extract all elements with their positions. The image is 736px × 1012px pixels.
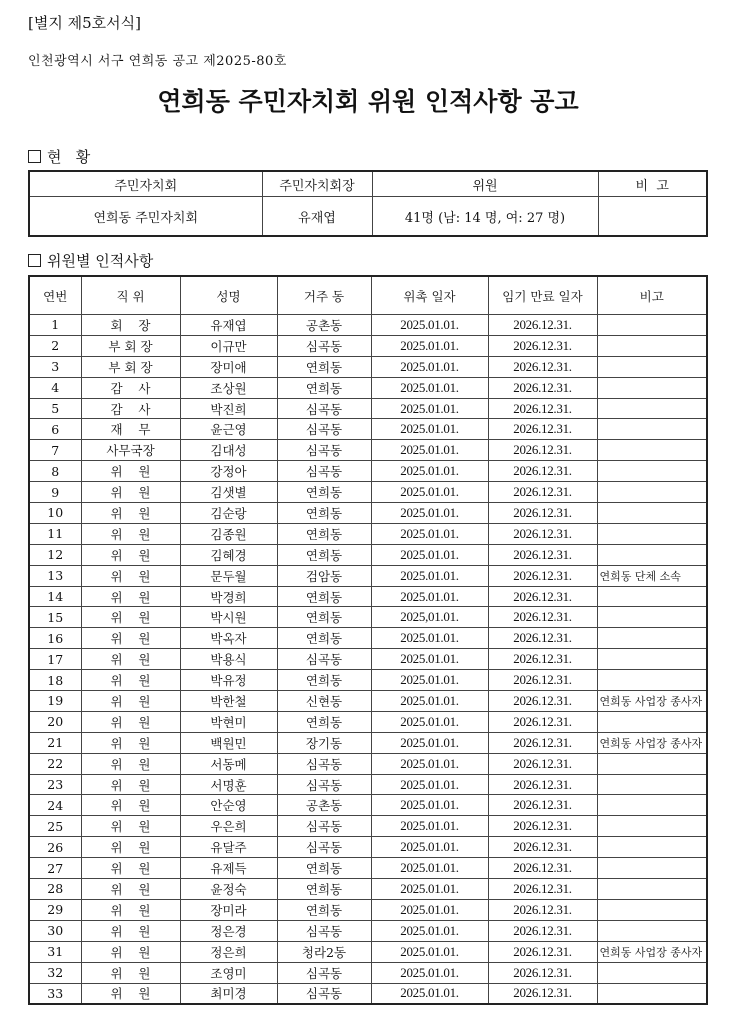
- member-dong: 연희동: [277, 482, 371, 503]
- member-appointed-date: 2025.01.01.: [371, 983, 488, 1004]
- table-row: [29, 879, 707, 900]
- member-remarks: [597, 607, 707, 628]
- member-expiry-date: 2026.12.31.: [488, 795, 597, 816]
- member-name: 김대성: [180, 440, 277, 461]
- member-expiry-date: 2026.12.31.: [488, 670, 597, 691]
- header-name: 성명: [180, 276, 277, 315]
- members-table: [28, 275, 708, 1005]
- members-section-heading: [28, 250, 153, 271]
- member-name: 유제득: [180, 858, 277, 879]
- member-dong: 심곡동: [277, 816, 371, 837]
- member-dong: 연희동: [277, 377, 371, 398]
- table-row: [29, 419, 707, 440]
- member-remarks: [597, 649, 707, 670]
- member-dong: 연희동: [277, 523, 371, 544]
- member-name: 윤정숙: [180, 879, 277, 900]
- member-expiry-date: 2026.12.31.: [488, 941, 597, 962]
- member-remarks: [597, 920, 707, 941]
- member-remarks: [597, 356, 707, 377]
- member-name: 박한철: [180, 691, 277, 712]
- member-dong: 연희동: [277, 607, 371, 628]
- member-name: 정은희: [180, 941, 277, 962]
- member-dong: 심곡동: [277, 774, 371, 795]
- committee-name: 연희동 주민자치회: [29, 197, 262, 237]
- member-name: 강정아: [180, 461, 277, 482]
- member-appointed-date: 2025.01.01.: [371, 377, 488, 398]
- member-appointed-date: 2025.01.01.: [371, 858, 488, 879]
- table-row: [29, 816, 707, 837]
- member-number: 16: [29, 628, 81, 649]
- member-name: 서동메: [180, 753, 277, 774]
- header-number: 연번: [29, 276, 81, 315]
- member-position: 위 원: [81, 858, 180, 879]
- member-remarks: [597, 586, 707, 607]
- member-expiry-date: 2026.12.31.: [488, 544, 597, 565]
- table-row: [29, 837, 707, 858]
- member-number: 10: [29, 503, 81, 524]
- member-remarks: [597, 315, 707, 336]
- member-position: 위 원: [81, 649, 180, 670]
- member-appointed-date: 2025.01.01.: [371, 523, 488, 544]
- member-dong: 연희동: [277, 356, 371, 377]
- member-expiry-date: 2026.12.31.: [488, 315, 597, 336]
- member-appointed-date: 2025.01.01.: [371, 628, 488, 649]
- member-number: 4: [29, 377, 81, 398]
- member-position: 위 원: [81, 774, 180, 795]
- member-number: 15: [29, 607, 81, 628]
- member-number: 7: [29, 440, 81, 461]
- member-dong: 연희동: [277, 586, 371, 607]
- member-position: 위 원: [81, 586, 180, 607]
- member-appointed-date: 2025,01.01.: [371, 607, 488, 628]
- member-position: 위 원: [81, 607, 180, 628]
- member-expiry-date: 2026.12.31.: [488, 628, 597, 649]
- header-members: 위원: [372, 171, 598, 197]
- member-expiry-date: 2026.12.31.: [488, 816, 597, 837]
- header-position: 직 위: [81, 276, 180, 315]
- member-expiry-date: 2026.12.31.: [488, 774, 597, 795]
- member-number: 6: [29, 419, 81, 440]
- member-expiry-date: 2026.12.31.: [488, 356, 597, 377]
- member-expiry-date: 2026.12.31.: [488, 607, 597, 628]
- member-expiry-date: 2026.12.31.: [488, 649, 597, 670]
- member-name: 이규만: [180, 335, 277, 356]
- member-position: 위 원: [81, 732, 180, 753]
- member-position: 재 무: [81, 419, 180, 440]
- member-expiry-date: 2026.12.31.: [488, 899, 597, 920]
- member-appointed-date: 2025.01.01.: [371, 586, 488, 607]
- member-name: 유재엽: [180, 315, 277, 336]
- table-row: [29, 670, 707, 691]
- member-expiry-date: 2026.12.31.: [488, 711, 597, 732]
- member-position: 위 원: [81, 941, 180, 962]
- member-dong: 연희동: [277, 879, 371, 900]
- member-name: 조상원: [180, 377, 277, 398]
- table-row: [29, 899, 707, 920]
- document-title: 연희동 주민자치회 위원 인적사항 공고: [157, 87, 579, 116]
- member-expiry-date: 2026.12.31.: [488, 482, 597, 503]
- member-remarks: [597, 879, 707, 900]
- table-row: [29, 691, 707, 712]
- table-row: [29, 335, 707, 356]
- member-number: 9: [29, 482, 81, 503]
- member-position: 위 원: [81, 482, 180, 503]
- member-expiry-date: 2026.12.31.: [488, 335, 597, 356]
- member-remarks: [597, 503, 707, 524]
- member-number: 32: [29, 962, 81, 983]
- member-remarks: [597, 544, 707, 565]
- member-appointed-date: 2025.01.01.: [371, 837, 488, 858]
- member-dong: 심곡동: [277, 837, 371, 858]
- member-appointed-date: 2025.01.01.: [371, 711, 488, 732]
- member-name: 윤근영: [180, 419, 277, 440]
- member-expiry-date: 2026.12.31.: [488, 419, 597, 440]
- member-number: 2: [29, 335, 81, 356]
- member-dong: 연희동: [277, 670, 371, 691]
- table-row: [29, 398, 707, 419]
- member-number: 24: [29, 795, 81, 816]
- table-row: [29, 461, 707, 482]
- member-dong: 심곡동: [277, 983, 371, 1004]
- member-number: 11: [29, 523, 81, 544]
- member-expiry-date: 2026.12.31.: [488, 837, 597, 858]
- member-appointed-date: 2025.01.01.: [371, 315, 488, 336]
- member-dong: 심곡동: [277, 461, 371, 482]
- member-remarks: [597, 482, 707, 503]
- member-name: 박옥자: [180, 628, 277, 649]
- member-number: 19: [29, 691, 81, 712]
- member-number: 33: [29, 983, 81, 1004]
- member-name: 서명훈: [180, 774, 277, 795]
- member-number: 1: [29, 315, 81, 336]
- member-position: 위 원: [81, 691, 180, 712]
- member-appointed-date: 2025.01.01.: [371, 419, 488, 440]
- member-name: 조영미: [180, 962, 277, 983]
- member-position: 감 사: [81, 377, 180, 398]
- member-remarks: [597, 670, 707, 691]
- member-number: 5: [29, 398, 81, 419]
- table-row: [29, 523, 707, 544]
- member-number: 26: [29, 837, 81, 858]
- member-number: 17: [29, 649, 81, 670]
- header-note: 비 고: [598, 171, 707, 197]
- member-remarks: [597, 440, 707, 461]
- member-position: 위 원: [81, 523, 180, 544]
- member-position: 위 원: [81, 879, 180, 900]
- member-appointed-date: 2025.01.01.: [371, 816, 488, 837]
- member-dong: 심곡동: [277, 419, 371, 440]
- status-section-heading: [28, 146, 90, 167]
- member-name: 유달주: [180, 837, 277, 858]
- status-note: [598, 197, 707, 237]
- status-data-row: [29, 197, 707, 237]
- member-remarks: 연희동 단체 소속: [597, 565, 707, 586]
- member-expiry-date: 2026.12.31.: [488, 691, 597, 712]
- member-number: 22: [29, 753, 81, 774]
- member-remarks: [597, 858, 707, 879]
- member-number: 25: [29, 816, 81, 837]
- member-remarks: [597, 628, 707, 649]
- status-table: [28, 170, 708, 237]
- member-appointed-date: 2025.01.01.: [371, 482, 488, 503]
- member-number: 28: [29, 879, 81, 900]
- table-row: [29, 711, 707, 732]
- member-name: 김샛별: [180, 482, 277, 503]
- member-position: 위 원: [81, 753, 180, 774]
- member-name: 박경희: [180, 586, 277, 607]
- member-dong: 신현동: [277, 691, 371, 712]
- member-remarks: [597, 523, 707, 544]
- member-position: 위 원: [81, 816, 180, 837]
- table-row: [29, 440, 707, 461]
- member-position: 위 원: [81, 899, 180, 920]
- member-dong: 장기동: [277, 732, 371, 753]
- member-appointed-date: 2025.01.01.: [371, 440, 488, 461]
- member-dong: 청라2동: [277, 941, 371, 962]
- member-number: 27: [29, 858, 81, 879]
- member-dong: 심곡동: [277, 962, 371, 983]
- member-number: 30: [29, 920, 81, 941]
- member-position: 사무국장: [81, 440, 180, 461]
- table-row: [29, 628, 707, 649]
- member-number: 14: [29, 586, 81, 607]
- table-row: [29, 315, 707, 336]
- member-name: 박시원: [180, 607, 277, 628]
- member-appointed-date: 2025.01.01.: [371, 503, 488, 524]
- header-chair: 주민자치회장: [262, 171, 372, 197]
- member-appointed-date: 2025.01.01.: [371, 795, 488, 816]
- member-name: 김순랑: [180, 503, 277, 524]
- member-dong: 공촌동: [277, 795, 371, 816]
- member-appointed-date: 2025.01.01.: [371, 691, 488, 712]
- checkbox-bullet-icon: [28, 150, 41, 163]
- member-remarks: [597, 837, 707, 858]
- member-appointed-date: 2025.01.01.: [371, 335, 488, 356]
- member-number: 29: [29, 899, 81, 920]
- member-name: 안순영: [180, 795, 277, 816]
- member-appointed-date: 2025.01.01.: [371, 962, 488, 983]
- checkbox-bullet-icon: [28, 254, 41, 267]
- member-remarks: [597, 795, 707, 816]
- chair-name: 유재엽: [262, 197, 372, 237]
- header-appointed: 위촉 일자: [371, 276, 488, 315]
- member-remarks: [597, 962, 707, 983]
- member-appointed-date: 2025.01.01.: [371, 753, 488, 774]
- table-row: [29, 482, 707, 503]
- member-position: 위 원: [81, 565, 180, 586]
- table-row: [29, 920, 707, 941]
- member-position: 위 원: [81, 461, 180, 482]
- member-name: 박유정: [180, 670, 277, 691]
- member-dong: 연희동: [277, 628, 371, 649]
- member-remarks: [597, 377, 707, 398]
- member-appointed-date: 2025.01.01.: [371, 920, 488, 941]
- member-position: 위 원: [81, 503, 180, 524]
- member-remarks: 연희동 사업장 종사자: [597, 941, 707, 962]
- member-expiry-date: 2026.12.31.: [488, 732, 597, 753]
- member-position: 위 원: [81, 920, 180, 941]
- member-expiry-date: 2026.12.31.: [488, 461, 597, 482]
- member-expiry-date: 2026.12.31.: [488, 879, 597, 900]
- member-expiry-date: 2026.12.31.: [488, 398, 597, 419]
- member-expiry-date: 2026.12.31.: [488, 523, 597, 544]
- member-name: 장미애: [180, 356, 277, 377]
- member-name: 문두월: [180, 565, 277, 586]
- member-remarks: [597, 711, 707, 732]
- member-number: 21: [29, 732, 81, 753]
- member-name: 박현미: [180, 711, 277, 732]
- member-remarks: [597, 461, 707, 482]
- header-remarks: 비고: [597, 276, 707, 315]
- member-expiry-date: 2026.12.31.: [488, 565, 597, 586]
- member-remarks: [597, 983, 707, 1004]
- status-heading-text: 현 황: [47, 148, 91, 166]
- table-row: [29, 858, 707, 879]
- member-name: 박진희: [180, 398, 277, 419]
- member-position: 부 회 장: [81, 356, 180, 377]
- member-dong: 심곡동: [277, 440, 371, 461]
- member-expiry-date: 2026.12.31.: [488, 983, 597, 1004]
- table-row: [29, 565, 707, 586]
- table-row: [29, 795, 707, 816]
- member-remarks: [597, 899, 707, 920]
- members-header-row: [29, 276, 707, 315]
- member-number: 8: [29, 461, 81, 482]
- table-row: [29, 962, 707, 983]
- member-name: 김혜경: [180, 544, 277, 565]
- form-tag: [별지 제5호서식]: [28, 14, 141, 32]
- member-dong: 연희동: [277, 711, 371, 732]
- member-number: 23: [29, 774, 81, 795]
- member-dong: 연희동: [277, 503, 371, 524]
- status-header-row: [29, 171, 707, 197]
- member-name: 최미경: [180, 983, 277, 1004]
- member-name: 백원민: [180, 732, 277, 753]
- member-dong: 심곡동: [277, 649, 371, 670]
- member-dong: 심곡동: [277, 398, 371, 419]
- member-number: 20: [29, 711, 81, 732]
- member-remarks: 연희동 사업장 종사자: [597, 691, 707, 712]
- announcement-number: 인천광역시 서구 연희동 공고 제2025-80호: [28, 54, 287, 69]
- member-number: 31: [29, 941, 81, 962]
- table-row: [29, 941, 707, 962]
- table-row: [29, 607, 707, 628]
- member-remarks: 연희동 사업장 종사자: [597, 732, 707, 753]
- members-heading-text: 위원별 인적사항: [47, 252, 154, 270]
- header-dong: 거주 동: [277, 276, 371, 315]
- member-number: 18: [29, 670, 81, 691]
- member-appointed-date: 2025.01.01.: [371, 879, 488, 900]
- member-name: 우은희: [180, 816, 277, 837]
- member-appointed-date: 2025.01.01.: [371, 649, 488, 670]
- table-row: [29, 774, 707, 795]
- member-name: 김종원: [180, 523, 277, 544]
- table-row: [29, 377, 707, 398]
- member-dong: 검암동: [277, 565, 371, 586]
- member-dong: 공촌동: [277, 315, 371, 336]
- member-number: 3: [29, 356, 81, 377]
- table-row: [29, 983, 707, 1004]
- member-position: 부 회 장: [81, 335, 180, 356]
- member-expiry-date: 2026.12.31.: [488, 503, 597, 524]
- table-row: [29, 732, 707, 753]
- member-appointed-date: 2025.01.01.: [371, 461, 488, 482]
- member-appointed-date: 2025.01.01.: [371, 941, 488, 962]
- member-dong: 심곡동: [277, 920, 371, 941]
- table-row: [29, 503, 707, 524]
- member-appointed-date: 2025.01.01.: [371, 732, 488, 753]
- member-position: 감 사: [81, 398, 180, 419]
- header-committee: 주민자치회: [29, 171, 262, 197]
- member-appointed-date: 2025.01.01.: [371, 774, 488, 795]
- member-remarks: [597, 419, 707, 440]
- member-number: 12: [29, 544, 81, 565]
- member-expiry-date: 2026.12.31.: [488, 753, 597, 774]
- member-position: 위 원: [81, 837, 180, 858]
- member-count: 41명 (남: 14 명, 여: 27 명): [372, 197, 598, 237]
- member-appointed-date: 2025.01.01.: [371, 544, 488, 565]
- member-name: 박용식: [180, 649, 277, 670]
- member-appointed-date: 2025.01.01.: [371, 670, 488, 691]
- member-appointed-date: 2025.01.01.: [371, 356, 488, 377]
- member-appointed-date: 2025.01.01.: [371, 899, 488, 920]
- member-name: 장미라: [180, 899, 277, 920]
- table-row: [29, 586, 707, 607]
- table-row: [29, 544, 707, 565]
- member-name: 정은경: [180, 920, 277, 941]
- member-dong: 연희동: [277, 858, 371, 879]
- member-position: 위 원: [81, 544, 180, 565]
- member-number: 13: [29, 565, 81, 586]
- member-appointed-date: 2025.01.01.: [371, 565, 488, 586]
- member-expiry-date: 2026.12.31.: [488, 920, 597, 941]
- member-position: 위 원: [81, 962, 180, 983]
- member-expiry-date: 2026.12.31.: [488, 586, 597, 607]
- member-position: 위 원: [81, 711, 180, 732]
- table-row: [29, 356, 707, 377]
- member-remarks: [597, 335, 707, 356]
- member-expiry-date: 2026.12.31.: [488, 858, 597, 879]
- member-expiry-date: 2026.12.31.: [488, 440, 597, 461]
- member-dong: 심곡동: [277, 753, 371, 774]
- member-remarks: [597, 398, 707, 419]
- member-remarks: [597, 816, 707, 837]
- table-row: [29, 649, 707, 670]
- member-expiry-date: 2026.12.31.: [488, 962, 597, 983]
- member-dong: 연희동: [277, 899, 371, 920]
- member-position: 위 원: [81, 670, 180, 691]
- member-dong: 심곡동: [277, 335, 371, 356]
- member-position: 위 원: [81, 628, 180, 649]
- member-dong: 연희동: [277, 544, 371, 565]
- member-position: 위 원: [81, 983, 180, 1004]
- member-remarks: [597, 774, 707, 795]
- member-appointed-date: 2025.01.01.: [371, 398, 488, 419]
- header-expires: 임기 만료 일자: [488, 276, 597, 315]
- member-remarks: [597, 753, 707, 774]
- member-position: 회 장: [81, 315, 180, 336]
- table-row: [29, 753, 707, 774]
- member-position: 위 원: [81, 795, 180, 816]
- member-expiry-date: 2026.12.31.: [488, 377, 597, 398]
